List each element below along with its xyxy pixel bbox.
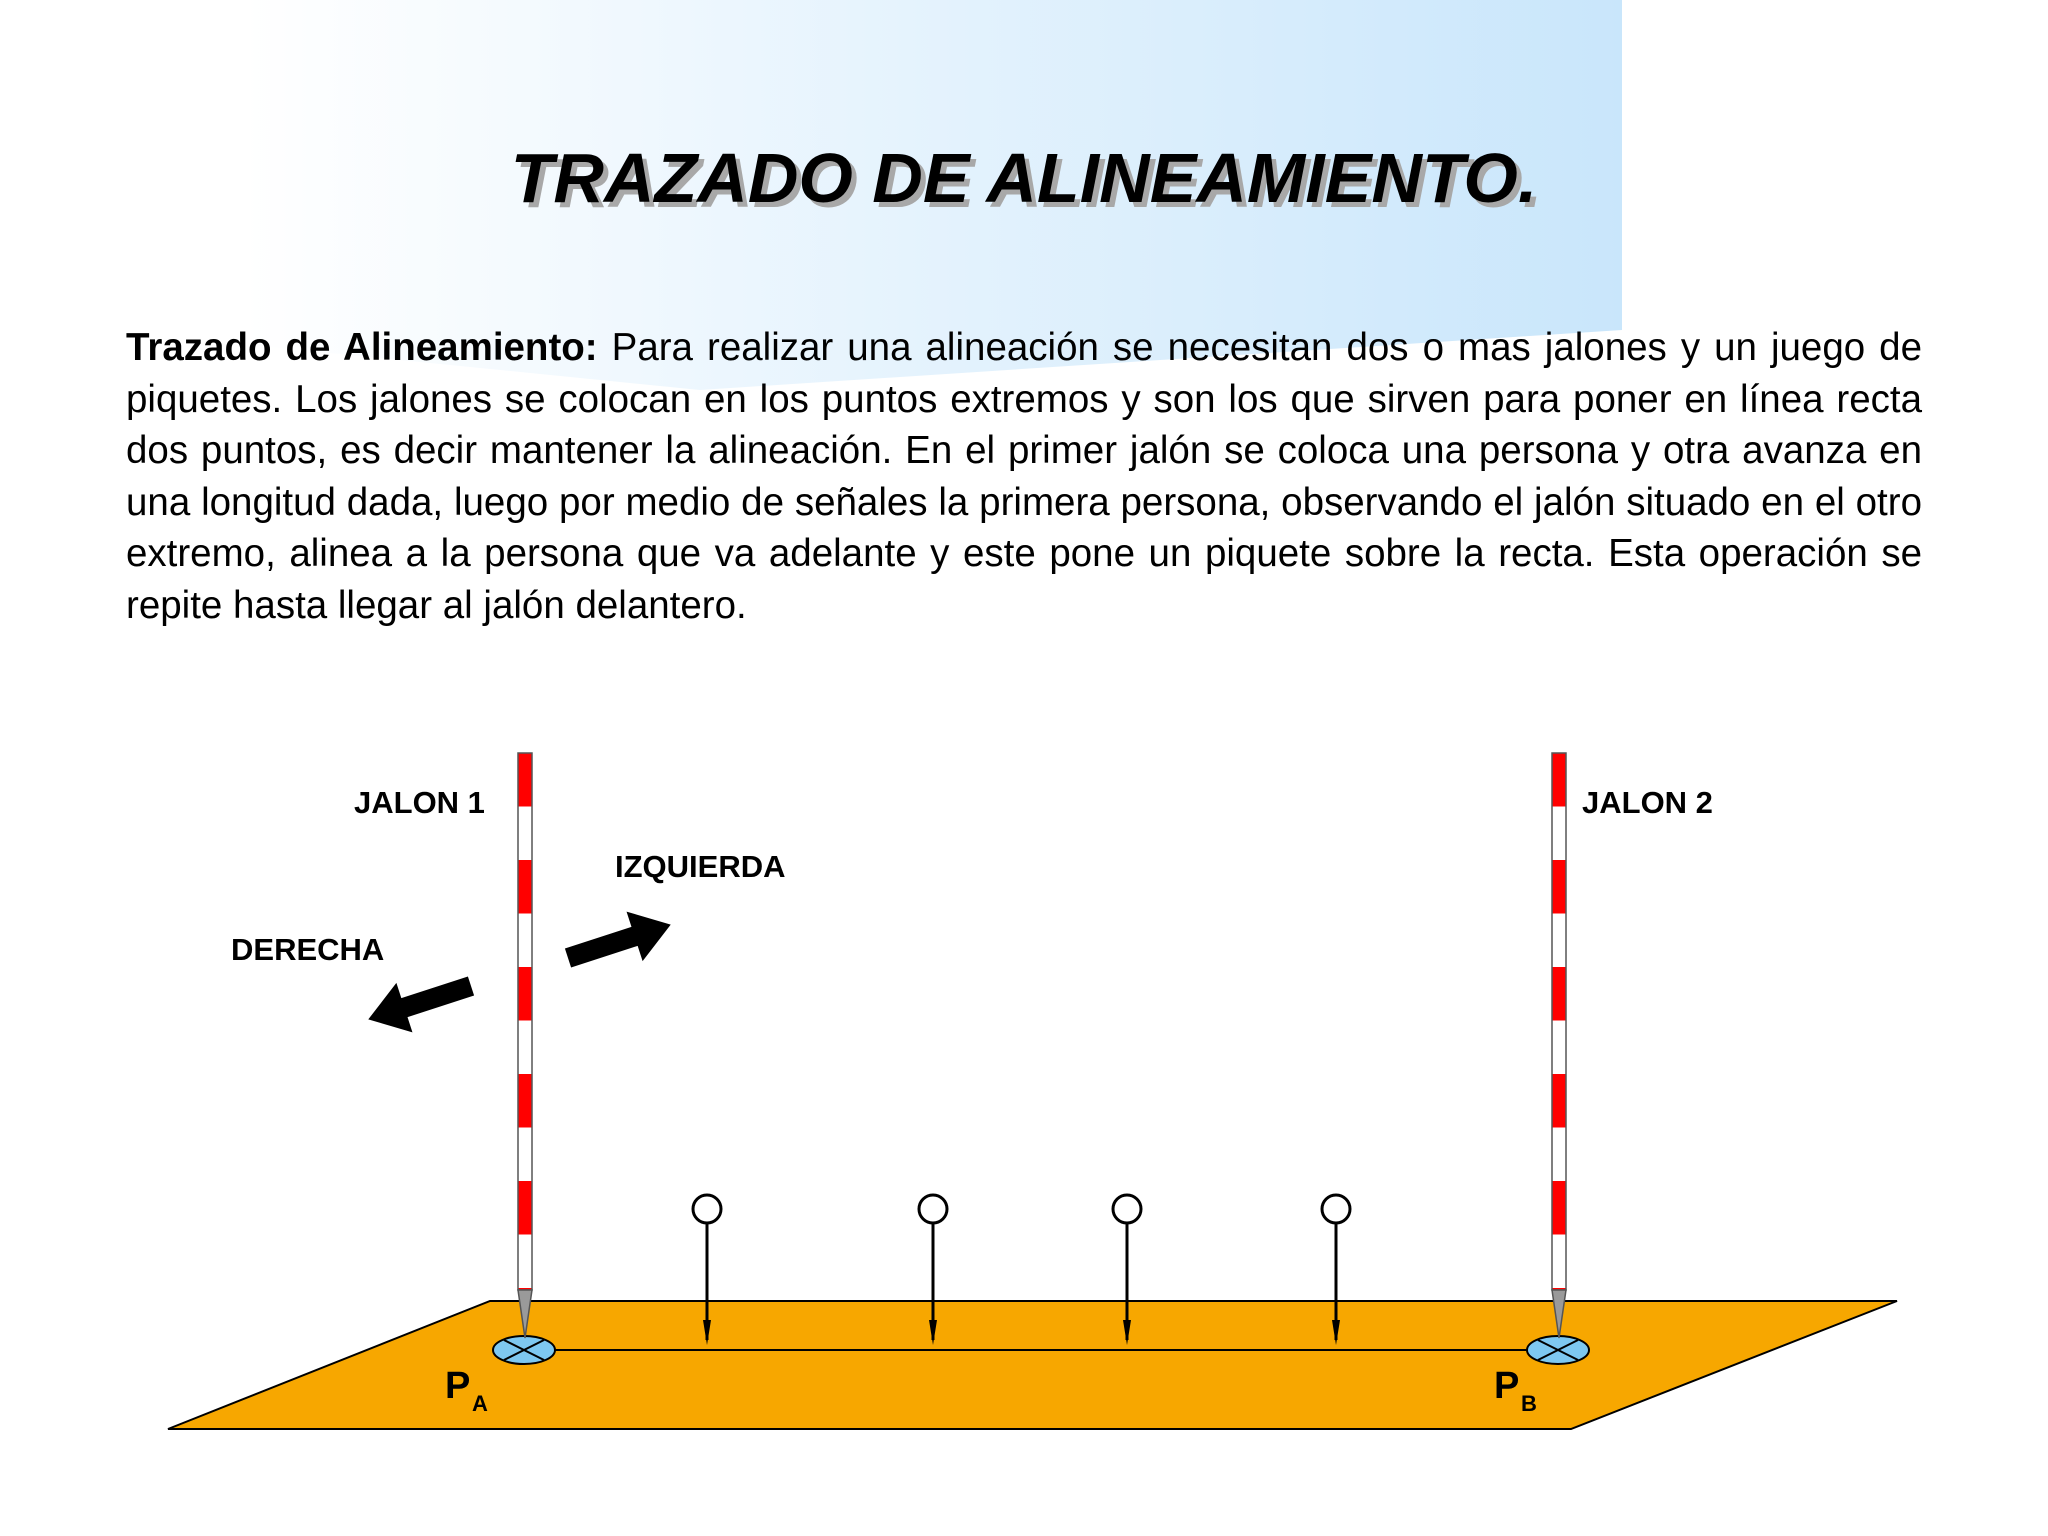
station-marker-a bbox=[493, 1336, 555, 1364]
label-jalon-1: JALON 1 bbox=[354, 785, 485, 820]
ground-plane bbox=[168, 1301, 1897, 1429]
point-b-letter: P bbox=[1494, 1365, 1520, 1407]
point-a-letter: P bbox=[445, 1365, 471, 1407]
paragraph-text: Para realizar una alineación se necesitan dos o mas jalones y un juego de piquetes. Los jalones se colocan en los puntos extremos y son los que sirven para poner en línea recta dos puntos, es decir mantener la alineación. En el primer jalón se coloca una persona y otra avanza en una longitud dada, luego por medio de señales la primera persona, observando el jalón situado en el otro extremo, alinea a la persona que va adelante y este pone un piquete sobre la recta. Esta operación se repite hasta llegar al jalón delantero. bbox=[126, 326, 1923, 627]
label-izquierda: IZQUIERDA bbox=[615, 849, 786, 884]
label-jalon-2: JALON 2 bbox=[1582, 785, 1713, 820]
jalon-2-pole bbox=[1552, 753, 1566, 1338]
point-a-subscript: A bbox=[472, 1391, 488, 1416]
paragraph-lead: Trazado de Alineamiento: bbox=[126, 326, 598, 369]
station-marker-b bbox=[1527, 1336, 1589, 1364]
slide-title: TRAZADO DE ALINEAMIENTO. bbox=[510, 139, 1538, 217]
point-b-subscript: B bbox=[1521, 1391, 1537, 1416]
label-derecha: DERECHA bbox=[231, 932, 385, 967]
arrow-left-icon bbox=[360, 961, 479, 1044]
arrow-right-icon bbox=[560, 900, 679, 983]
jalon-1-pole bbox=[518, 753, 532, 1338]
